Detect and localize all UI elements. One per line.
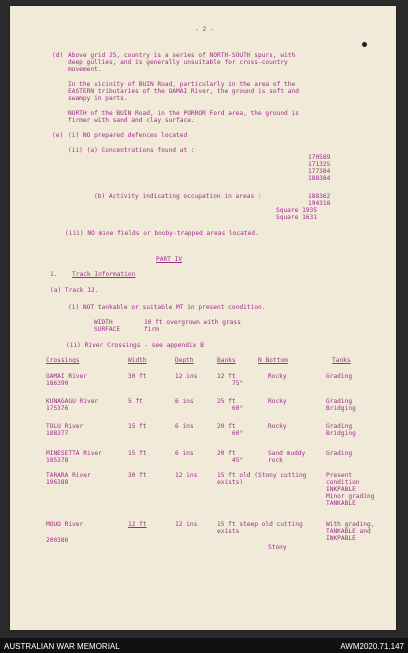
para-e-i: (i) NO prepared defences located [68, 132, 188, 139]
part-heading: PART IV [156, 256, 183, 263]
grid-ref: 194318 [308, 200, 331, 207]
width-value: 10 ft overgrown with grass [144, 319, 241, 326]
crossing-tanks: Grading [326, 398, 353, 405]
crossing-depth: 6 ins [175, 398, 194, 405]
crossing-tanks: condition [326, 479, 360, 486]
crossing-depth: 12 ins [175, 472, 198, 479]
crossing-tanks: Bridging [326, 430, 356, 437]
crossing-tanks: With grading, [326, 521, 375, 528]
para-d-p3-line-2: firmer with sand and clay surface. [68, 117, 195, 124]
crossing-tanks: Grading [326, 373, 353, 380]
para-d-p3-line-1: NORTH of the BUIN Road, in the PORROR Ford area, the ground is [68, 110, 299, 117]
page-number: - 2 - [195, 26, 214, 33]
track-12: (a) Track 12. [50, 287, 99, 294]
document-page [10, 6, 396, 630]
col-header-crossings: Crossings [46, 357, 80, 364]
track-condition: (i) NOT tankable or suitable MT in present condition. [68, 304, 266, 311]
col-header-banks: Banks [217, 357, 236, 364]
crossing-name: KUNAGAGU River [46, 398, 99, 405]
crossing-name: MINESETTA River [46, 450, 102, 457]
crossing-angle: 75° [232, 380, 244, 387]
crossing-angle: 60° [232, 430, 244, 437]
river-crossings: (ii) River Crossings - see appendix B [66, 342, 204, 349]
para-e-label: (e) [52, 132, 64, 139]
crossing-angle: 60° [232, 405, 244, 412]
crossing-name: TARARA River [46, 472, 91, 479]
crossing-ref: 186390 [46, 380, 69, 387]
crossing-tanks: Minor grading [326, 493, 375, 500]
crossing-depth: 6 ins [175, 423, 194, 430]
crossing-depth: 12 ins [175, 521, 198, 528]
col-header-width: Width [128, 357, 147, 364]
col-header-depth: Depth [175, 357, 194, 364]
crossing-bottom: Rocky [268, 373, 287, 380]
crossing-tanks: TANKABLE [326, 500, 356, 507]
para-d-p2-line-2: EASTERN tributaries of the OAMAI River, the ground is soft and [68, 88, 299, 95]
crossing-bottom: Stony [268, 544, 287, 551]
para-e-iii: (iii) NO mine fields or booby-trapped areas located. [65, 230, 259, 237]
para-e-ii-a: (ii) (a) Concentrations found at : [68, 147, 195, 154]
crossing-tanks: INKPABLE [326, 535, 356, 542]
crossing-angle: 45° [232, 457, 244, 464]
grid-ref: 188362 [308, 193, 331, 200]
crossing-name: OAMAI River [46, 373, 87, 380]
para-e-ii-b: (b) Activity indicating occupation in areas : [94, 193, 262, 200]
crossing-width: 15 ft [128, 450, 147, 457]
crossing-ref: 188377 [46, 430, 69, 437]
crossing-banks: 15 ft old (Stony cutting exists) [217, 472, 307, 487]
crossing-width: 30 ft [128, 472, 147, 479]
crossing-width: 12 ft [128, 521, 147, 528]
section-1-title: Track Information [72, 271, 136, 278]
crossing-banks: 12 ft [217, 373, 236, 380]
crossing-width: 15 ft [128, 423, 147, 430]
grid-ref: 170589 [308, 154, 331, 161]
para-d-line-3: movement. [68, 66, 102, 73]
crossing-depth: 6 ins [175, 450, 194, 457]
archive-reference: AWM2020.71.147 [340, 642, 404, 651]
crossing-name: MOUO River [46, 521, 84, 528]
crossing-ref: 185378 [46, 457, 69, 464]
crossing-tanks: Grading [326, 423, 353, 430]
crossing-banks: 20 ft [217, 450, 236, 457]
crossing-width: 30 ft [128, 373, 147, 380]
crossing-ref: 175376 [46, 405, 69, 412]
para-d-line-2: deep gullies, and is generally unsuitable for cross-country [68, 59, 288, 66]
crossing-depth: 12 ins [175, 373, 198, 380]
width-label: WIDTH [94, 319, 113, 326]
crossing-bottom: Sand muddy rock [268, 450, 306, 465]
section-1-label: 1. [50, 271, 58, 278]
punch-hole [362, 42, 367, 47]
crossing-banks: 25 ft [217, 398, 236, 405]
crossing-tanks: Bridging [326, 405, 356, 412]
para-d-label: (d) [52, 52, 64, 59]
crossing-tanks: INKPABLE [326, 486, 356, 493]
square-ref: Square 1935 [276, 207, 317, 214]
square-ref: Square 1631 [276, 214, 317, 221]
grid-ref: 188384 [308, 175, 331, 182]
surface-value: firm [144, 326, 159, 333]
crossing-ref: 196388 [46, 479, 69, 486]
crossing-width: 5 ft [128, 398, 143, 405]
grid-ref: 171325 [308, 161, 331, 168]
crossing-bottom: Rocky [268, 423, 287, 430]
crossing-ref: 200386 [46, 537, 69, 544]
archive-footer [0, 638, 408, 653]
crossing-name: TOLU River [46, 423, 84, 430]
col-header-bottom: N Bottom [258, 357, 288, 364]
col-header-tanks: Tanks [332, 357, 351, 364]
crossing-tanks: TANKABLE and [326, 528, 371, 535]
para-d-p2-line-1: In the vicinity of BUIN Road, particularly in the area of the [68, 81, 296, 88]
crossing-tanks: Present [326, 472, 353, 479]
para-d-line-1: Above grid 25, country is a series of NORTH-SOUTH spurs, with [68, 52, 296, 59]
archive-name: AUSTRALIAN WAR MEMORIAL [4, 642, 120, 651]
para-d-p2-line-3: swampy in parts. [68, 95, 128, 102]
crossing-banks: 15 ft steep old cutting exists [217, 521, 303, 536]
grid-ref: 177384 [308, 168, 331, 175]
crossing-banks: 20 ft [217, 423, 236, 430]
crossing-bottom: Rocky [268, 398, 287, 405]
crossing-tanks: Grading [326, 450, 353, 457]
surface-label: SURFACE [94, 326, 121, 333]
